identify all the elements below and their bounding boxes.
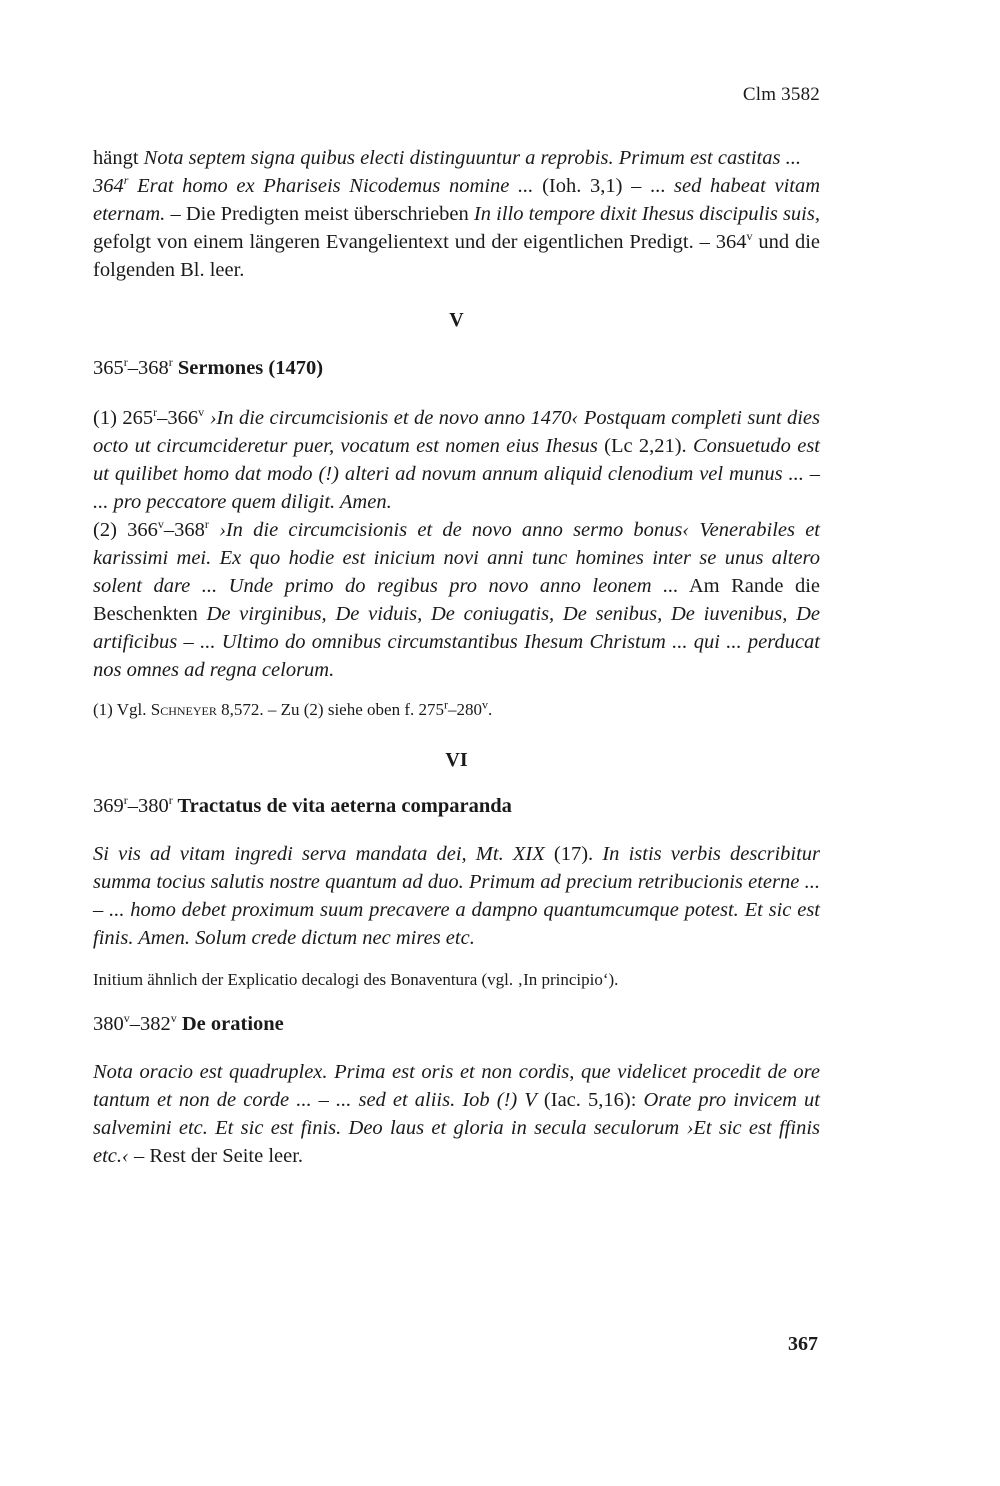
section-heading-tractatus: 369$^r$–380$^r$ Tractatus de vita aeterna comparanda (93, 793, 512, 817)
de-oratione-text: Nota oracio est quadruplex. Prima est oris et non cordis, que videlicet procedit de ore tantum et non de corde ... – ... sed et aliis. Iob (!) V (Iac. 5,16): Orate pro invicem ut salvemini etc. Et sic est finis. Deo laus et gloria in secula seculorum ›Et sic est ffinis etc.‹ – Rest der Seite leer. (93, 1061, 821, 1167)
section-heading-de-oratione: 380$^v$–382$^v$ De oratione (93, 1011, 284, 1035)
page-number: 367 (788, 1333, 818, 1355)
sermon-2-entry: (2) 366$^v$–368$^r$ ›In die circumcisionis et de novo anno sermo bonus‹ Venerabiles et karissimi mei. Ex quo hodie est inicium novi anni tunc homines inter se unus altero solent dare ... Unde primo do regibus pro novo anno leonem ... Am Rande die Beschenkten De virginibus, De viduis, De coniugatis, De senibus, De iuvenibus, De artificibus – ... Ultimo do omnibus circumstantibus Ihesum Christum ... qui ... perducat nos omnes ad regna celorum. (93, 517, 821, 681)
sermones-note: (1) Vgl. Schneyer 8,572. – Zu (2) siehe oben f. 275$^r$–280$^v$. (93, 697, 493, 719)
tractatus-text: Si vis ad vitam ingredi serva mandata dei, Mt. XIX (17). In istis verbis describitur summa tocius salutis nostre quantum ad duo. Primum ad precium retribucionis eterne ... – ... homo debet proximum suum precavere a dampno quantumcumque potest. Et sic est finis. Amen. Solum crede dictum nec mires etc. (93, 843, 821, 949)
intro-paragraph-2: 364$^r$ Erat homo ex Phariseis Nicodemus nomine ... (Ioh. 3,1) – ... sed habeat vitam eternam. – Die Predigten meist überschrieben In illo tempore dixit Ihesus discipulis suis, gefolgt von einem längeren Evangelientext und der eigentlichen Predigt. – 364$^v$ und die folgenden Bl. leer. (93, 173, 821, 281)
intro-paragraph-1: hängt Nota septem signa quibus electi distinguuntur a reprobis. Primum est castitas ... (93, 147, 801, 169)
section-numeral-vi: VI (445, 749, 468, 771)
page-body (93, 144, 820, 1170)
sermon-1-entry: (1) 265$^r$–366$^v$ ›In die circumcisionis et de novo anno 1470‹ Postquam completi sunt dies octo ut circumcideretur puer, vocatum est nomen eius Ihesus (Lc 2,21). Consuetudo est ut quilibet homo dat modo (!) alteri ad novum annum aliquid clenodium vel munus ... – ... pro peccatore quem diligit. Amen. (93, 405, 821, 513)
tractatus-note: Initium ähnlich der Explicatio decalogi des Bonaventura (vgl. ‚In principio‘). (93, 970, 619, 989)
section-heading-sermones: 365$^r$–368$^r$ Sermones (1470) (93, 355, 324, 379)
manuscript-signature: Clm 3582 (742, 84, 820, 105)
section-numeral-v: V (449, 309, 464, 331)
